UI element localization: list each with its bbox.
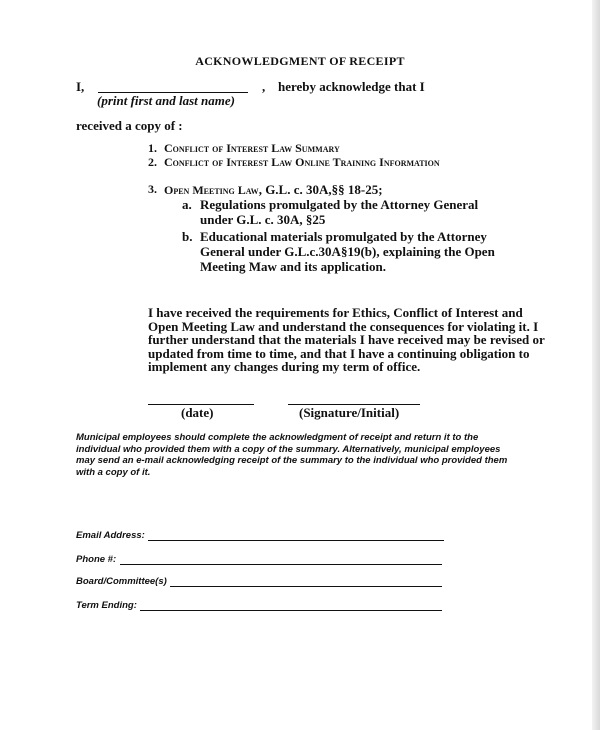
item-2-text: Conflict of Interest Law Online Training Information <box>164 155 440 169</box>
term-ending-label: Term Ending: <box>76 600 137 611</box>
sub-b-line1: Educational materials promulgated by the Attorney <box>200 229 487 244</box>
sub-a-letter: a. <box>182 197 192 212</box>
date-label: (date) <box>181 405 214 420</box>
item-2-number: 2. <box>148 155 157 169</box>
item-3-heading-rest: , G.L. c. 30A,§§ 18-25; <box>258 182 383 197</box>
sub-b-line3: Meeting Maw and its application. <box>200 259 386 274</box>
item-3-number: 3. <box>148 182 157 196</box>
sub-a-line1: Regulations promulgated by the Attorney General <box>200 197 479 212</box>
line-i-label: I, <box>76 79 85 94</box>
signature-label: (Signature/Initial) <box>299 405 400 420</box>
received-copy-label: received a copy of : <box>76 118 183 133</box>
document-title: ACKNOWLEDGMENT OF RECEIPT <box>195 54 405 68</box>
item-1-text: Conflict of Interest Law Summary <box>164 141 340 155</box>
sub-a-line2: under G.L. c. 30A, §25 <box>200 212 326 227</box>
page-edge-shadow <box>592 0 600 730</box>
instructions-note: Municipal employees should complete the acknowledgment of receipt and return it to the individual who provided them with a copy of the summary. Alternatively, municipal employees may send an e-mail acknowledging receipt of the summary to the individual who provided them with a copy of it. <box>76 432 508 478</box>
hereby-text: hereby acknowledge that I <box>278 79 425 94</box>
sub-b-letter: b. <box>182 229 193 244</box>
sub-b-line2: General under G.L.c.30A§19(b), explaining the Open <box>200 244 495 259</box>
phone-label: Phone #: <box>76 554 117 565</box>
term-ending-line[interactable] <box>140 610 442 611</box>
print-name-label: (print first and last name) <box>97 93 235 108</box>
email-address-line[interactable] <box>148 540 444 541</box>
board-committee-line[interactable] <box>170 586 442 587</box>
acknowledgment-statement: I have received the requirements for Ethics, Conflict of Interest and Open Meeting Law and understand the consequences for violating it. I further understand that the materials I have received may be revised or updated from time to time, and that I have a continuing obligation to implement any changes during my term of office. <box>148 305 545 375</box>
board-committee-label: Board/Committee(s) <box>76 576 167 587</box>
item-1-number: 1. <box>148 141 157 155</box>
comma: , <box>262 79 266 94</box>
phone-line[interactable] <box>120 564 442 565</box>
email-address-label: Email Address: <box>76 530 145 541</box>
item-3-heading-sc: Open Meeting Law <box>164 183 259 197</box>
